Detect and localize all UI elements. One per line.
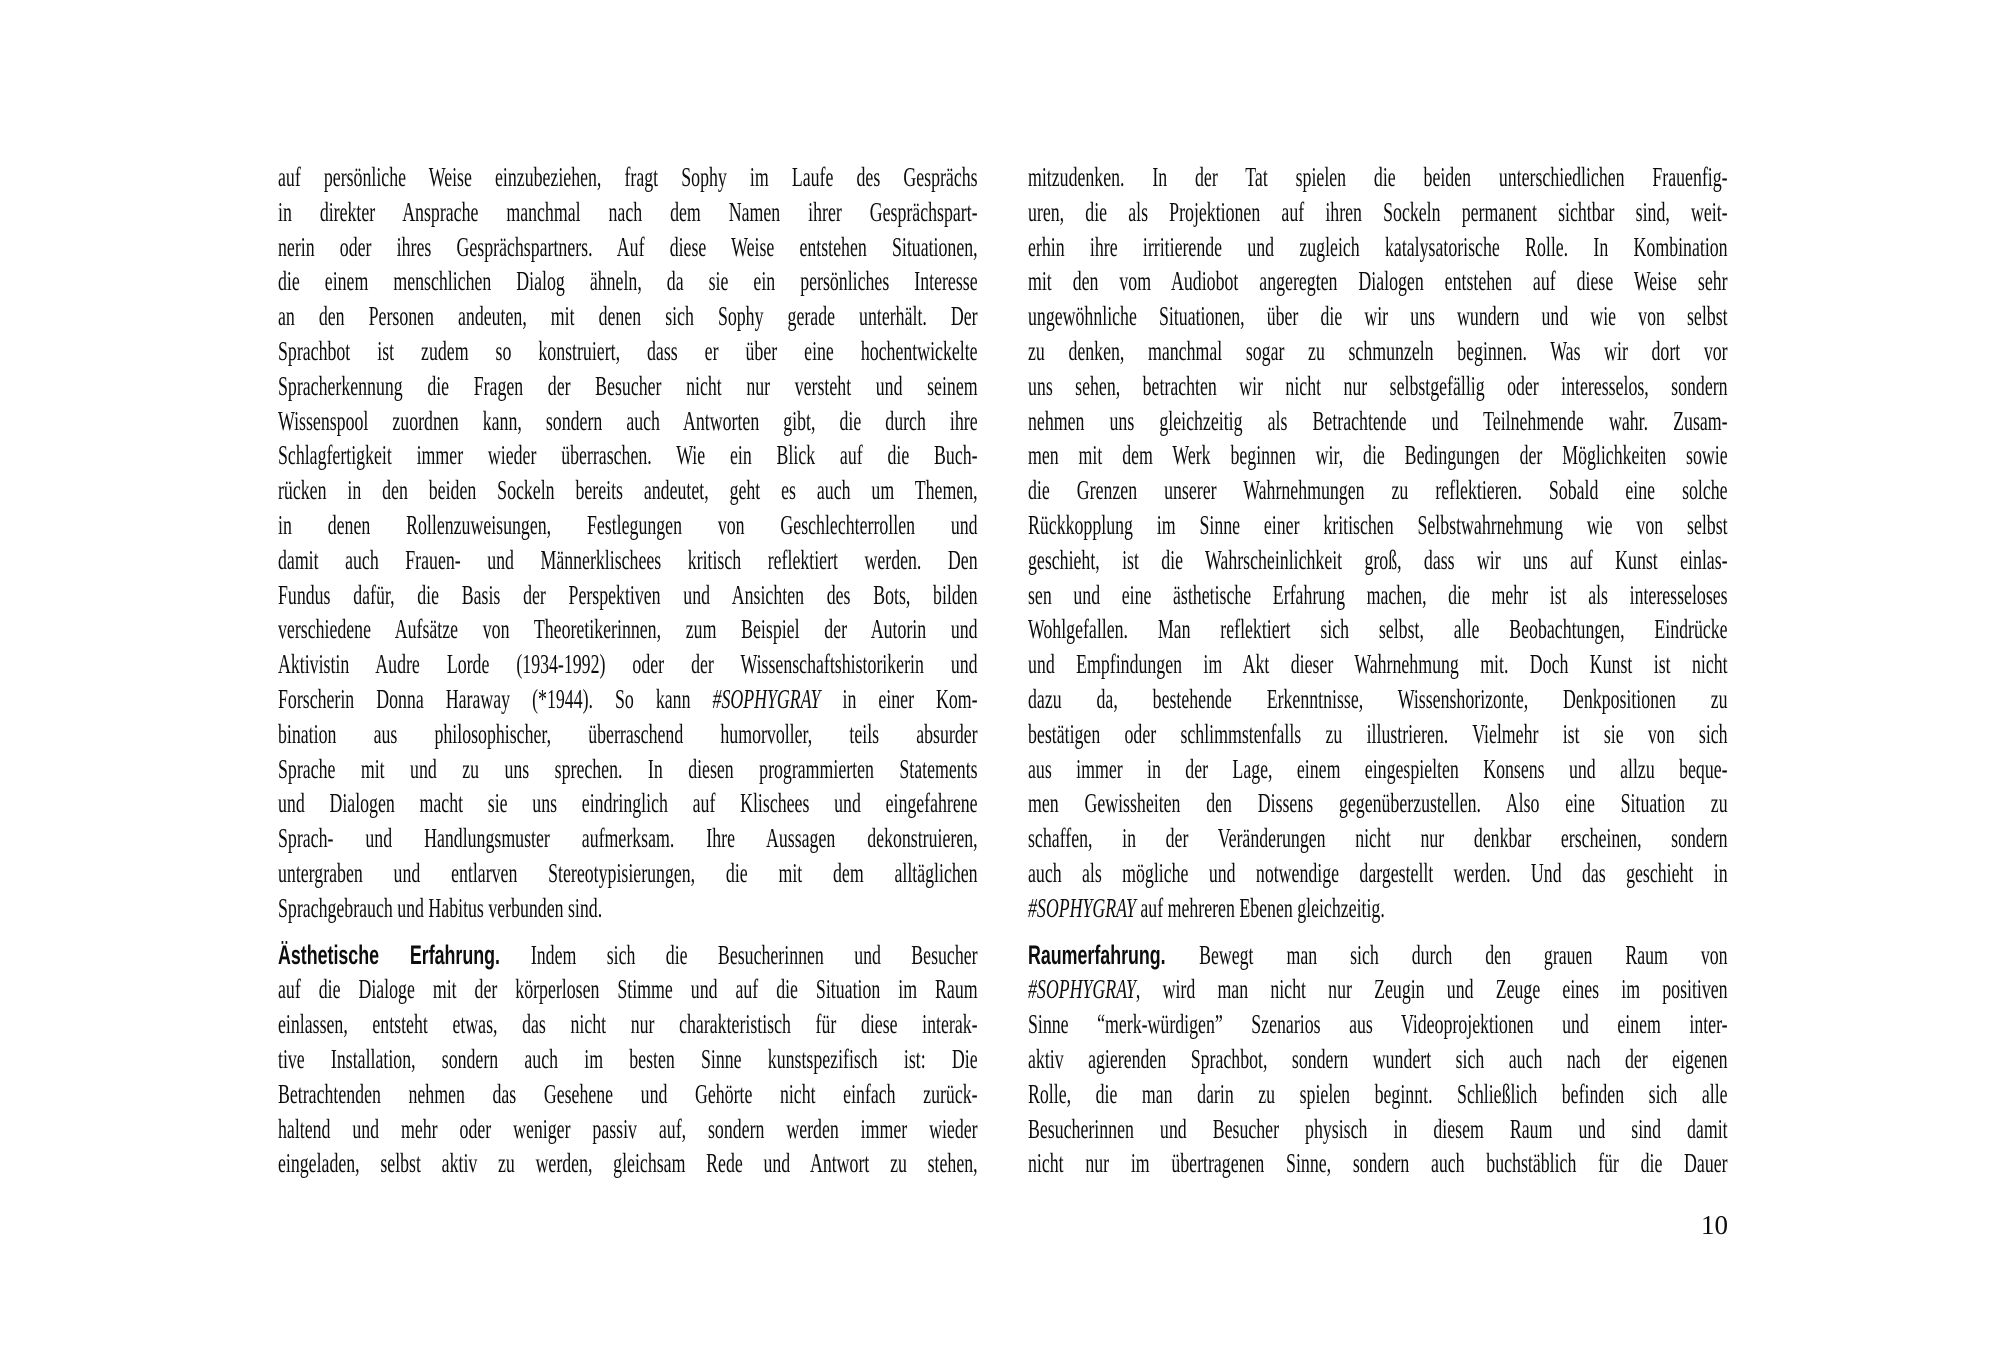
text-line <box>278 160 978 195</box>
text-segment: Spracherkennung die Fragen der Besucher nicht nur versteht und seinem <box>278 370 978 401</box>
text-segment: Indem sich die Besucherinnen und Besucher <box>530 939 978 970</box>
text-segment: auf die Dialoge mit der körperlosen Stimme und auf die Situation im Raum <box>278 974 978 1005</box>
text-segment: men mit dem Werk beginnen wir, die Bedingungen der Möglichkeiten sowie <box>1028 440 1728 471</box>
text-line <box>278 786 978 821</box>
text-segment: auf persönliche Weise einzubeziehen, fragt Sophy im Laufe des Gesprächs <box>278 162 978 192</box>
text-line <box>1028 473 1728 508</box>
text-segment: dazu da, bestehende Erkenntnisse, Wissenshorizonte, Denkpositionen zu <box>1028 683 1728 714</box>
text-line <box>1028 752 1728 787</box>
text-segment: Rückkopplung im Sinne einer kritischen Selbstwahrnehmung wie von selbst <box>1028 509 1728 540</box>
text-segment: an den Personen andeuten, mit denen sich Sophy gerade unterhält. Der <box>278 301 978 332</box>
text-line <box>1028 299 1728 334</box>
text-segment: auch als mögliche und notwendige dargestellt werden. Und das geschieht in <box>1028 857 1728 888</box>
text-line <box>1028 578 1728 613</box>
text-segment: Wohlgefallen. Man reflektiert sich selbst, alle Beobachtungen, Eindrücke <box>1028 614 1728 645</box>
paragraph <box>278 160 978 926</box>
text-line <box>1028 438 1728 473</box>
text-line <box>278 891 978 926</box>
text-line <box>278 578 978 613</box>
text-line <box>1028 160 1728 195</box>
text-line <box>278 264 978 299</box>
artwork-title: #SOPHYGRAY <box>1028 892 1136 923</box>
text-line <box>278 473 978 508</box>
text-column-right <box>1028 160 1728 1181</box>
text-line <box>1028 264 1728 299</box>
text-segment: in einer Kom- <box>820 683 978 714</box>
text-segment: nehmen uns gleichzeitig als Betrachtende und Teilnehmende wahr. Zusam- <box>1028 405 1728 436</box>
text-line <box>1028 369 1728 404</box>
text-line <box>278 543 978 578</box>
text-segment: rücken in den beiden Sockeln bereits andeutet, geht es auch um Themen, <box>278 475 978 506</box>
text-segment: erhin ihre irritierende und zugleich katalysatorische Rolle. In Kombination <box>1028 231 1728 262</box>
text-line <box>278 752 978 787</box>
text-segment: ungewöhnliche Situationen, über die wir uns wundern und wie von selbst <box>1028 301 1728 332</box>
text-segment: haltend und mehr oder weniger passiv auf, sondern werden immer wieder <box>278 1113 978 1144</box>
artwork-title: #SOPHYGRAY <box>1028 974 1136 1005</box>
text-line <box>1028 1077 1728 1112</box>
text-segment: nerin oder ihres Gesprächspartners. Auf diese Weise entstehen Situationen, <box>278 231 978 262</box>
text-line <box>278 821 978 856</box>
text-segment: bestätigen oder schlimmstenfalls zu illustrieren. Vielmehr ist sie von sich <box>1028 718 1728 749</box>
text-segment: mitzudenken. In der Tat spielen die beiden unterschiedlichen Frauenfig- <box>1028 162 1728 192</box>
text-line <box>1028 1112 1728 1147</box>
text-line <box>278 612 978 647</box>
text-line <box>278 1112 978 1147</box>
text-segment: auf mehreren Ebenen gleichzeitig. <box>1135 892 1385 923</box>
text-segment: tive Installation, sondern auch im besten Sinne kunstspezifisch ist: Die <box>278 1043 978 1074</box>
text-line <box>278 1007 978 1042</box>
text-segment: und Empfindungen im Akt dieser Wahrnehmung mit. Doch Kunst ist nicht <box>1028 649 1728 680</box>
text-line <box>1028 195 1728 230</box>
text-segment: zu denken, manchmal sogar zu schmunzeln beginnen. Was wir dort vor <box>1028 335 1728 366</box>
text-line <box>278 508 978 543</box>
text-line <box>278 230 978 265</box>
text-line <box>1028 543 1728 578</box>
text-segment: Aktivistin Audre Lorde (1934-1992) oder der Wissenschaftshistorikerin und <box>278 649 978 680</box>
text-line <box>1028 717 1728 752</box>
text-segment: Wissenspool zuordnen kann, sondern auch Antworten gibt, die durch ihre <box>278 405 978 436</box>
text-line <box>278 438 978 473</box>
text-segment: einlassen, entsteht etwas, das nicht nur charakteristisch für diese interak- <box>278 1009 978 1040</box>
text-segment: die Grenzen unserer Wahrnehmungen zu reflektieren. Sobald eine solche <box>1028 475 1728 506</box>
text-line <box>278 404 978 439</box>
text-segment: Fundus dafür, die Basis der Perspektiven und Ansichten des Bots, bilden <box>278 579 978 610</box>
text-line <box>1028 972 1728 1007</box>
text-line <box>278 369 978 404</box>
text-line <box>1028 404 1728 439</box>
text-segment: men Gewissheiten den Dissens gegenüberzustellen. Also eine Situation zu <box>1028 788 1728 819</box>
text-segment: in direkter Ansprache manchmal nach dem Namen ihrer Gesprächspart- <box>278 196 978 227</box>
text-segment: Forscherin Donna Haraway (*1944). So kann <box>278 683 713 714</box>
text-segment: eingeladen, selbst aktiv zu werden, gleichsam Rede und Antwort zu stehen, <box>278 1148 978 1179</box>
page-number: 10 <box>1701 1210 1728 1240</box>
text-line <box>278 334 978 369</box>
text-line <box>278 717 978 752</box>
text-line <box>1028 647 1728 682</box>
text-segment: in denen Rollenzuweisungen, Festlegungen von Geschlechterrollen und <box>278 509 978 540</box>
artwork-title: #SOPHYGRAY <box>712 683 821 714</box>
text-line <box>1028 682 1728 717</box>
text-line <box>278 1042 978 1077</box>
text-segment: Betrachtenden nehmen das Gesehene und Gehörte nicht einfach zurück- <box>278 1078 978 1109</box>
text-line <box>1028 1146 1728 1181</box>
text-line <box>1028 230 1728 265</box>
text-line <box>1028 786 1728 821</box>
text-segment: uren, die als Projektionen auf ihren Sockeln permanent sichtbar sind, weit- <box>1028 196 1728 227</box>
paragraph <box>1028 938 1728 1182</box>
text-segment: Sprachbot ist zudem so konstruiert, dass er über eine hochentwickelte <box>278 335 978 366</box>
text-line <box>278 972 978 1007</box>
text-line <box>1028 612 1728 647</box>
text-segment: Sprachgebrauch und Habitus verbunden sind. <box>278 892 603 923</box>
text-segment: schaffen, in der Veränderungen nicht nur denkbar erscheinen, sondern <box>1028 823 1728 854</box>
text-segment: und Dialogen macht sie uns eindringlich auf Klischees und eingefahrene <box>278 788 978 819</box>
text-line <box>1028 891 1728 926</box>
text-segment: mit den vom Audiobot angeregten Dialogen entstehen auf diese Weise sehr <box>1028 266 1728 297</box>
text-segment: geschieht, ist die Wahrscheinlichkeit groß, dass wir uns auf Kunst einlas- <box>1028 544 1728 575</box>
text-segment: Sprach- und Handlungsmuster aufmerksam. Ihre Aussagen dekonstruieren, <box>278 823 978 854</box>
text-segment: Sinne “merk-würdigen” Szenarios aus Videoprojektionen und einem inter- <box>1028 1009 1728 1040</box>
text-segment: damit auch Frauen- und Männerklischees kritisch reflektiert werden. Den <box>278 544 978 575</box>
paragraph-heading: Ästhetische Erfahrung. <box>278 939 531 970</box>
text-segment: die einem menschlichen Dialog ähneln, da sie ein persönliches Interesse <box>278 266 978 297</box>
text-line <box>1028 821 1728 856</box>
text-line <box>278 1146 978 1181</box>
text-segment: Besucherinnen und Besucher physisch in diesem Raum und sind damit <box>1028 1113 1728 1144</box>
text-segment: aktiv agierenden Sprachbot, sondern wundert sich auch nach der eigenen <box>1028 1043 1728 1074</box>
text-segment: nicht nur im übertragenen Sinne, sondern auch buchstäblich für die Dauer <box>1028 1148 1728 1179</box>
text-line <box>278 938 978 973</box>
text-line <box>1028 856 1728 891</box>
text-segment: Bewegt man sich durch den grauen Raum von <box>1199 939 1728 970</box>
text-column-left <box>278 160 978 1181</box>
text-segment: , wird man nicht nur Zeugin und Zeuge eines im positiven <box>1135 974 1728 1005</box>
text-line <box>278 647 978 682</box>
paragraph <box>1028 160 1728 926</box>
text-segment: aus immer in der Lage, einem eingespielten Konsens und allzu beque- <box>1028 753 1728 784</box>
text-line <box>278 1077 978 1112</box>
text-line <box>278 299 978 334</box>
paragraph-heading: Raumerfahrung. <box>1028 939 1200 970</box>
text-segment: uns sehen, betrachten wir nicht nur selbstgefällig oder interesselos, sondern <box>1028 370 1728 401</box>
text-segment: Schlagfertigkeit immer wieder überraschen. Wie ein Blick auf die Buch- <box>278 440 978 471</box>
text-segment: sen und eine ästhetische Erfahrung machen, die mehr ist als interesseloses <box>1028 579 1728 610</box>
text-line <box>1028 938 1728 973</box>
text-line <box>278 682 978 717</box>
text-segment: untergraben und entlarven Stereotypisierungen, die mit dem alltäglichen <box>278 857 978 888</box>
text-line <box>278 856 978 891</box>
text-line <box>278 195 978 230</box>
text-segment: verschiedene Aufsätze von Theoretikerinnen, zum Beispiel der Autorin und <box>278 614 978 645</box>
text-segment: bination aus philosophischer, überraschend humorvoller, teils absurder <box>278 718 978 749</box>
text-line <box>1028 1042 1728 1077</box>
text-line <box>1028 1007 1728 1042</box>
paragraph <box>278 938 978 1182</box>
text-line <box>1028 508 1728 543</box>
text-segment: Sprache mit und zu uns sprechen. In diesen programmierten Statements <box>278 753 978 784</box>
text-line <box>1028 334 1728 369</box>
text-segment: Rolle, die man darin zu spielen beginnt. Schließlich befinden sich alle <box>1028 1078 1728 1109</box>
